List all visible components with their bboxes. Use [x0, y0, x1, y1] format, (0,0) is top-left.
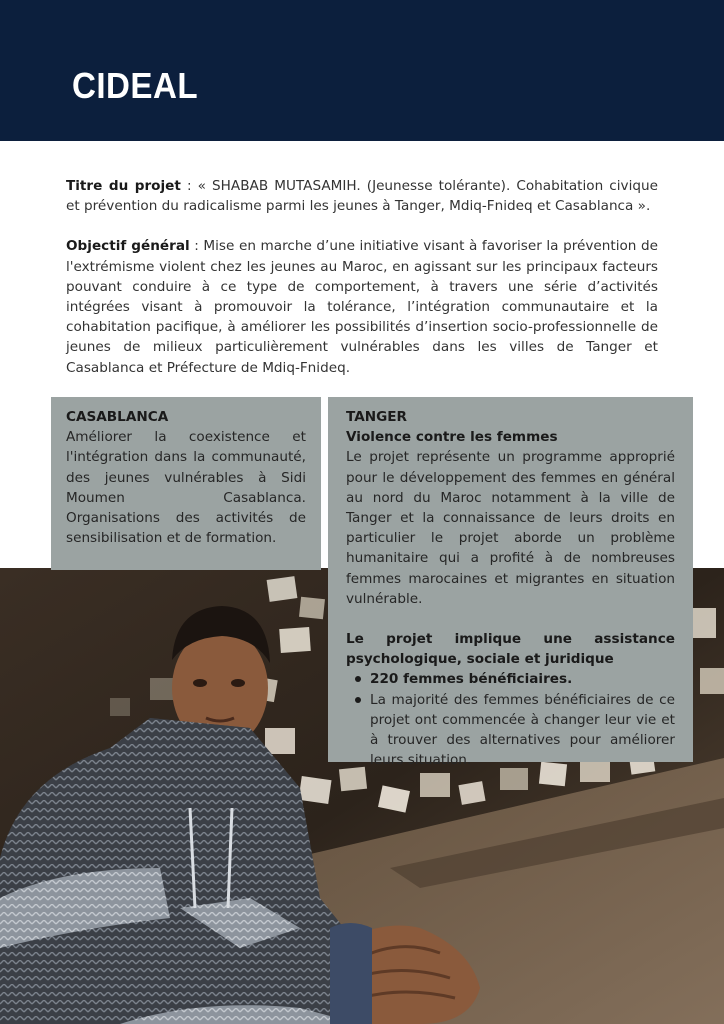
casablanca-box [51, 397, 321, 570]
intro-section [66, 176, 658, 398]
list-item: La majorité des femmes bénéficiaires de ce projet ont commencée à changer leur vie et à trouver des alternatives pour améliorer leurs situation. [346, 690, 675, 771]
project-title-label: Titre du projet [66, 178, 181, 194]
tanger-bullet-list [346, 669, 675, 770]
project-title-text: : « SHABAB MUTASAMIH. (Jeunesse tolérante). Cohabitation civique et prévention du radicalisme parmi les jeunes à Tanger, Mdiq-Fnideq et Casablanca ». [66, 178, 658, 215]
objective-text: : Mise en marche d’une initiative visant à favoriser la prévention de l'extrémisme violent chez les jeunes au Maroc, en agissant sur les principaux facteurs pouvant conduire à ce type de comportement, à travers une série d’activités intégrées visant à promouvoir la tolérance, l’intégration communautaire et la cohabitation pacifique, à améliorer les possibilités d’insertion socio-professionnelle de jeunes de milieux particulièrement vulnérables dans les villes de Tanger et Casablanca et Préfecture de Mdiq-Fnideq. [66, 238, 658, 376]
tanger-box [328, 397, 693, 769]
casablanca-heading: CASABLANCA [66, 409, 169, 425]
objective-paragraph [66, 236, 658, 377]
assistance-statement: Le projet implique une assistance psychologique, sociale et juridique [346, 631, 675, 668]
objective-label: Objectif général [66, 238, 190, 255]
tanger-heading: TANGER [346, 409, 408, 425]
tanger-subheading: Violence contre les femmes [346, 429, 558, 446]
tanger-text: Le projet représente un programme approprié pour le développement des femmes en général au nord du Maroc notamment à la ville de Tanger et la connaissance de leurs droits en particulier le projet aborde un problème humanitaire qui a profité à de nombreuses femmes marocaines et migrantes en situation vulnérable. [346, 449, 675, 607]
page-title: CIDEAL [72, 65, 199, 106]
header-banner [0, 0, 724, 141]
casablanca-text: Améliorer la coexistence et l'intégration dans la communauté, des jeunes vulnérables à Sidi Moumen Casablanca. Organisations des activités de sensibilisation et de formation. [66, 429, 306, 547]
list-item: 220 femmes bénéficiaires. [346, 669, 675, 689]
project-title-paragraph [66, 176, 658, 216]
